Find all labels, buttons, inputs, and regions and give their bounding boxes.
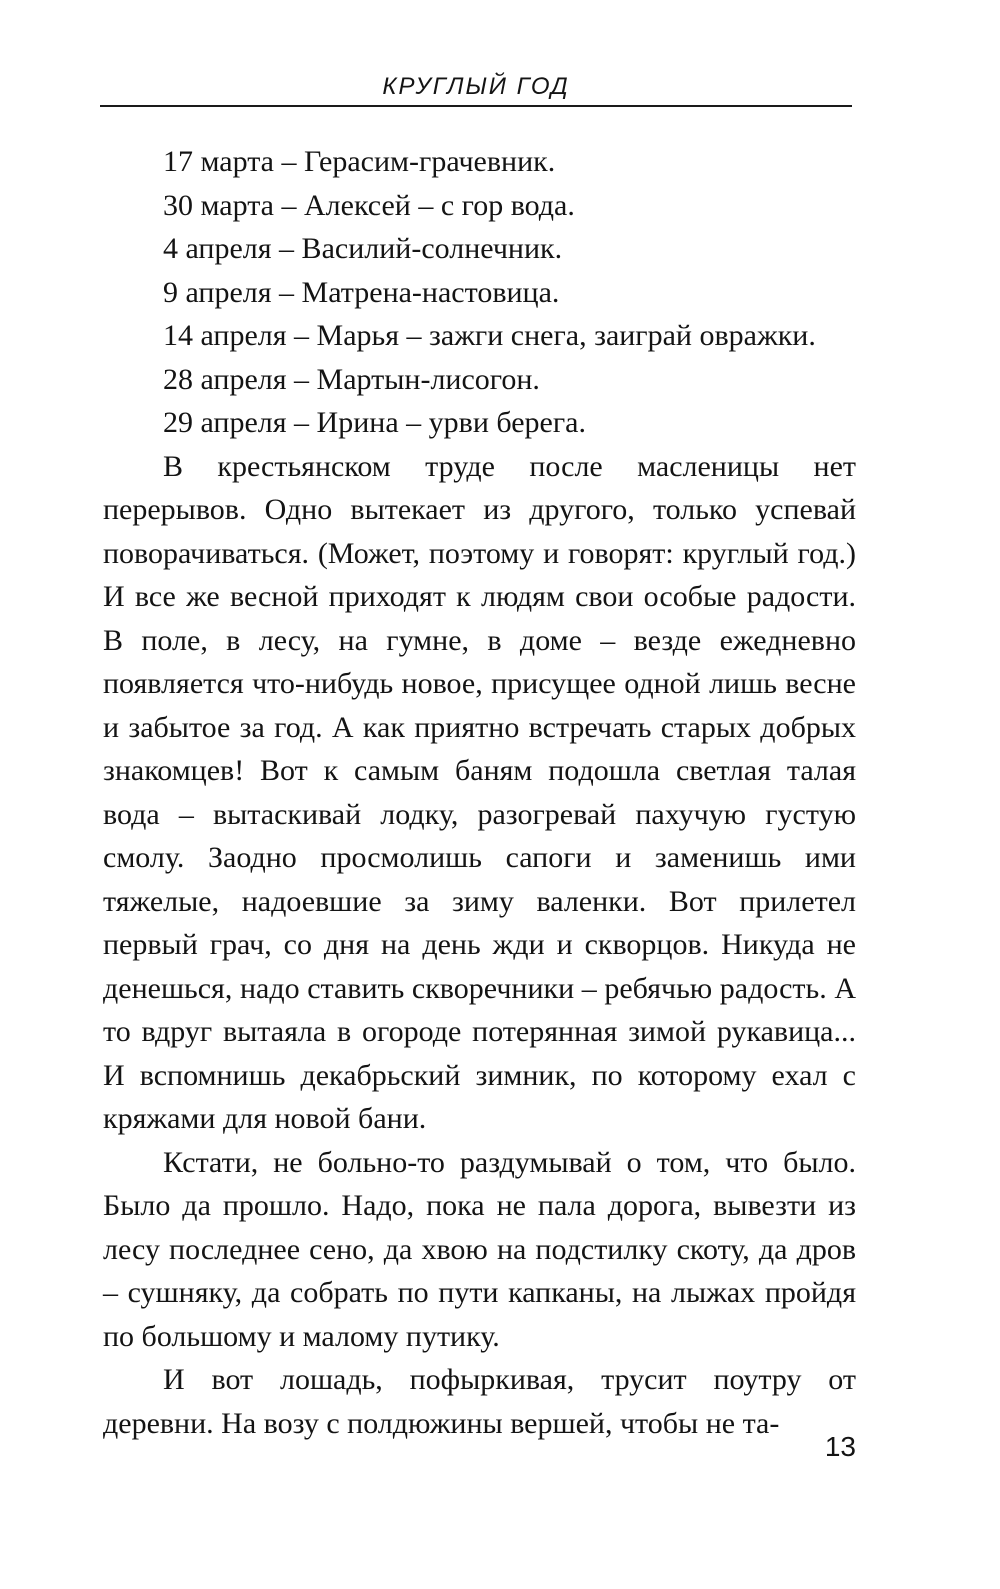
- paragraph: В крестьянском труде после масленицы нет перерывов. Одно вытекает из другого, только успевай поворачиваться. (Может, поэтому и говорят: круглый год.) И все же весной приходят к людям свои особые радости. В поле, в лесу, на гумне, в доме – везде ежедневно появляется что-нибудь новое, присущее одной лишь весне и забытое за год. А как приятно встречать старых добрых знакомцев! Вот к самым баням подошла светлая талая вода – вытаскивай лодку, разогревай пахучую густую смолу. Заодно просмолишь сапоги и заменишь ими тяжелые, надоевшие за зиму валенки. Вот прилетел первый грач, со дня на день жди и скворцов. Никуда не денешься, надо ставить скворечники – ребячью радость. А то вдруг вытаяла в огороде потерянная зимой рукавица... И вспомнишь декабрьский зимник, по которому ехал с кряжами для новой бани.: [103, 449, 856, 1135]
- paragraph: И вот лошадь, пофыркивая, трусит поутру от деревни. На возу с полдюжины вершей, чтобы не та-: [103, 1363, 856, 1440]
- calendar-entry: 9 апреля – Матрена-настовица.: [163, 275, 560, 309]
- calendar-entry: 29 апреля – Ирина – урви берега.: [163, 406, 586, 439]
- page-number: 13: [824, 1431, 856, 1462]
- calendar-entry: 17 марта – Герасим-грачевник.: [163, 145, 556, 178]
- page-body: [103, 140, 856, 1445]
- calendar-entry: 30 марта – Алексей – с гор вода.: [163, 188, 575, 222]
- calendar-entry: 14 апреля – Марья – зажги снега, заиграй овражки.: [163, 319, 816, 352]
- calendar-entry: 28 апреля – Мартын-лисогон.: [163, 362, 540, 396]
- calendar-entry: 4 апреля – Василий-солнечник.: [163, 232, 563, 265]
- running-title: КРУГЛЫЙ ГОД: [382, 73, 570, 100]
- header-rule: [100, 105, 852, 107]
- paragraph: Кстати, не больно-то раздумывай о том, что было. Было да прошло. Надо, пока не пала дорога, вывезти из лесу последнее сено, да хвою на подстилку скоту, да дров – сушняку, да собрать по пути капканы, на лыжах пройдя по большому и малому путику.: [103, 1145, 856, 1353]
